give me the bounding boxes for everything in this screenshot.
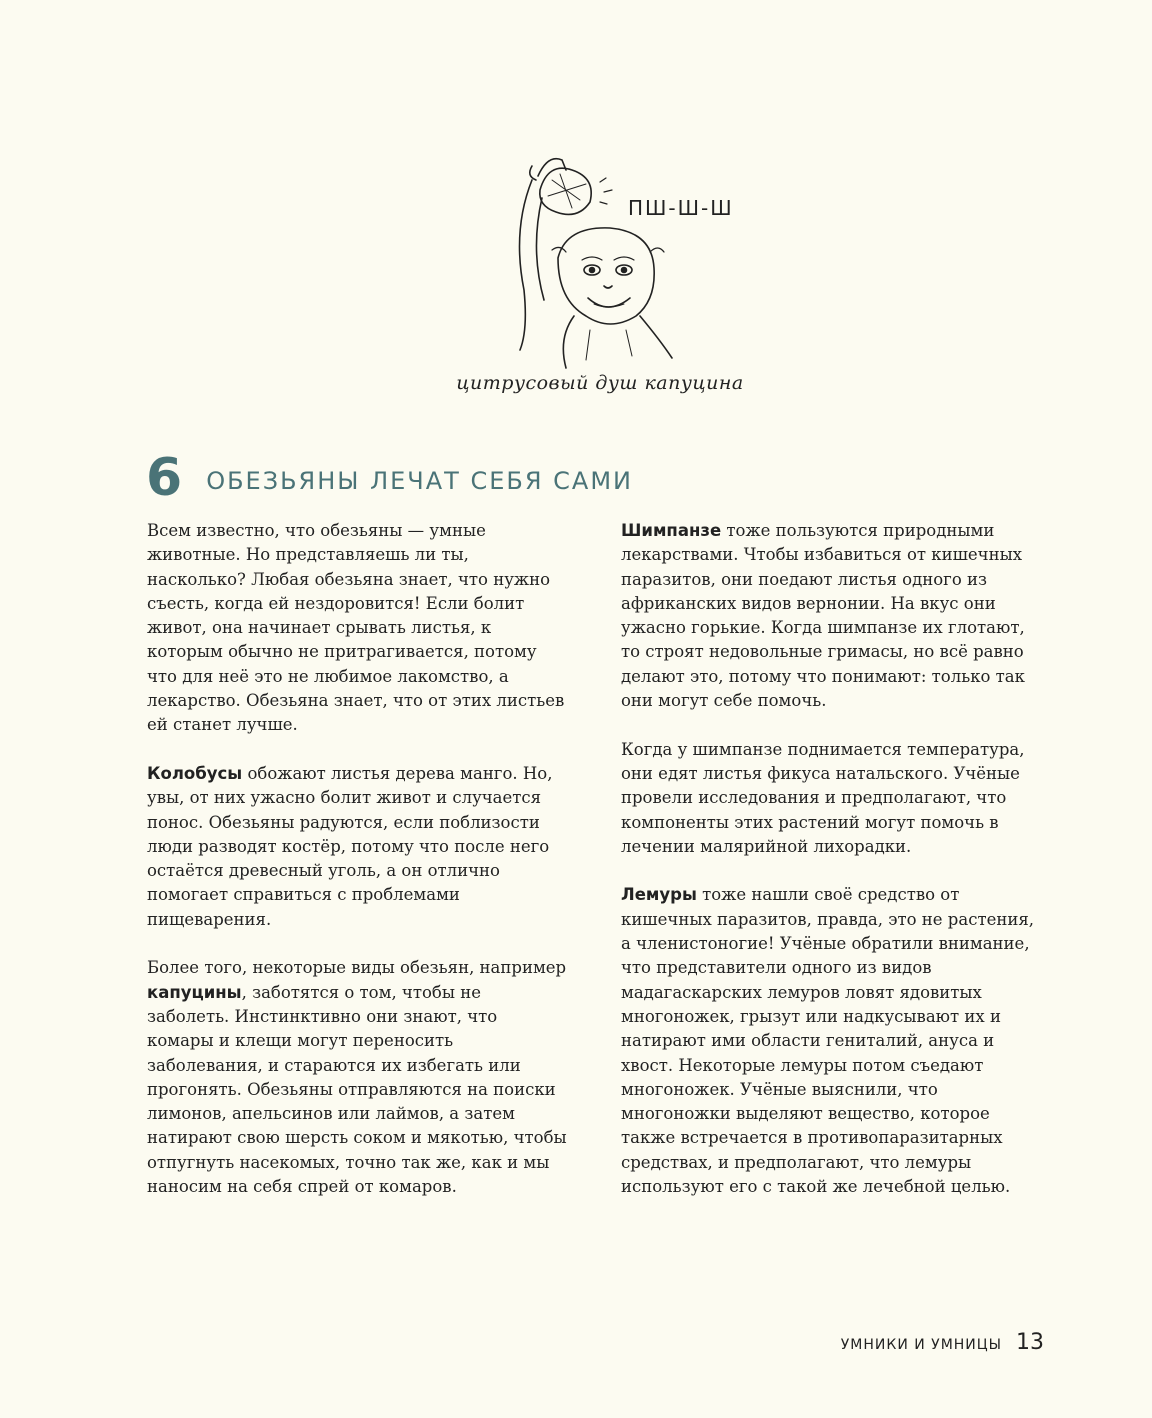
sound-effect: ПШ-Ш-Ш — [628, 196, 734, 220]
paragraph-text: тоже нашли своё средство от кишечных паразитов, правда, это не растения, а членистоногие! Учёные обратили внимание, что представители одного из видов мадагаскарских лемуров ловят ядовитых многоножек, грызут или надкусывают их и натирают ими области гениталий, ануса и хвост. Некоторые лемуры потом съедают многоножек. Учёные выяснили, что многоножки выделяют вещество, которое также встречается в противопаразитарных средствах, и предполагают, что лемуры используют его с такой же лечебной целью. — [621, 885, 1034, 1197]
paragraph — [147, 956, 567, 1199]
paragraph-text: Более того, некоторые виды обезьян, например — [147, 958, 567, 978]
capuchin-shower-drawing-icon — [440, 140, 760, 370]
paragraph: Всем известно, что обезьяны — умные животные. Но представляешь ли ты, насколько? Любая обезьяна знает, что нужно съесть, когда ей нездоровится! Если болит живот, она начинает срывать листья, к которым обычно не притрагивается, потому что для неё это не любимое лакомство, а лекарство. Обезьяна знает, что от этих листьев ей станет лучше. — [147, 521, 565, 735]
paragraph-text: тоже пользуются природными лекарствами. Чтобы избавиться от кишечных паразитов, они поедают листья одного из африканских видов вернонии. На вкус они ужасно горькие. Когда шимпанзе их глотают, то строят недовольные гримасы, но всё равно делают это, потому что понимают: только так они могут себе помочь. — [621, 521, 1025, 711]
paragraph — [621, 519, 1041, 713]
keyword: Колобусы — [147, 763, 243, 783]
paragraph-text: обожают листья дерева манго. Но, увы, от них ужасно болит живот и случается понос. Обезьяны радуются, если поблизости люди разводят костёр, потому что после него остаётся древесный уголь, а он отлично помогает справиться с проблемами пищеварения. — [147, 763, 553, 929]
keyword: Лемуры — [621, 885, 697, 905]
paragraph — [147, 762, 567, 932]
left-column — [147, 519, 567, 1224]
keyword: Шимпанзе — [621, 521, 722, 540]
paragraph-text: , заботятся о том, чтобы не заболеть. Инстинктивно они знают, что комары и клещи могут переносить заболевания, и стараются их избегать или прогонять. Обезьяны отправляются на поиски лимонов, апельсинов или лаймов, а затем натирают свою шерсть соком и мякотью, чтобы отпугнуть насекомых, точно так же, как и мы наносим на себя спрей от комаров. — [147, 982, 567, 1197]
heading-title: ОБЕЗЬЯНЫ ЛЕЧАТ СЕБЯ САМИ — [206, 467, 633, 495]
keyword: капуцины — [147, 982, 242, 1002]
heading-number: 6 — [146, 448, 183, 508]
right-column — [621, 519, 1041, 1224]
page-number: 13 — [1016, 1330, 1044, 1355]
page-footer — [841, 1330, 1044, 1355]
section-heading — [146, 448, 633, 508]
paragraph — [621, 883, 1041, 1199]
paragraph: Когда у шимпанзе поднимается температура, они едят листья фикуса натальского. Учёные провели исследования и предполагают, что компоненты этих растений могут помочь в лечении малярийной лихорадки. — [621, 739, 1025, 856]
illustration-caption: цитрусовый душ капуцина — [456, 372, 744, 394]
illustration — [440, 140, 760, 370]
footer-section-title: УМНИКИ И УМНИЦЫ — [840, 1337, 1002, 1353]
